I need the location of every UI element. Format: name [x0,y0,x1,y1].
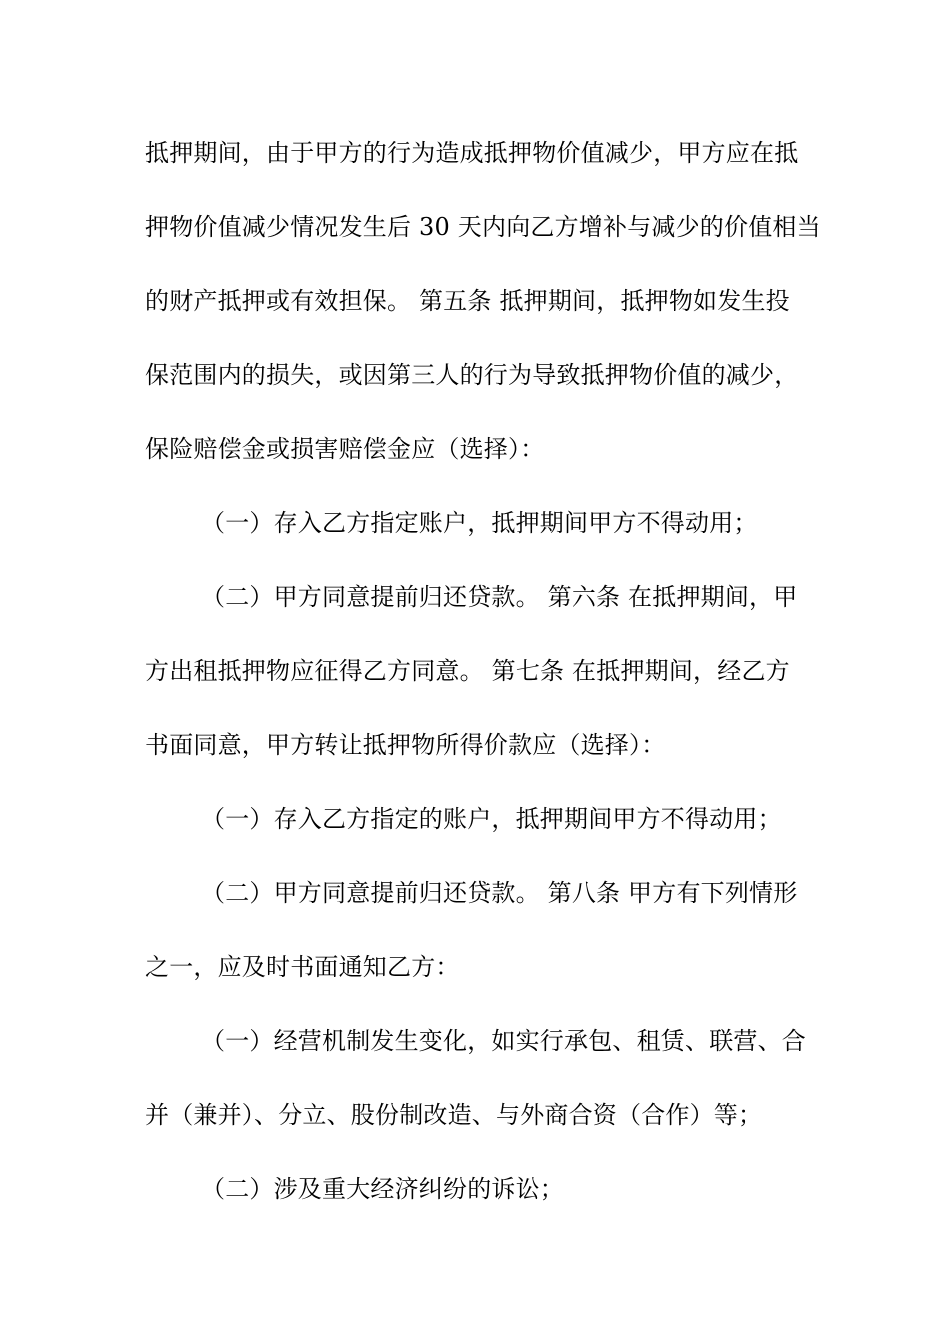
paragraph-line: 书面同意，甲方转让抵押物所得价款应（选择）： [145,731,666,759]
paragraph-line: 的财产抵押或有效担保。 第五条 抵押期间，抵押物如发生投 [145,287,790,315]
list-item-line: （二）甲方同意提前归还贷款。 第八条 甲方有下列情形 [201,879,798,907]
list-item-line: （二）涉及重大经济纠纷的诉讼； [201,1175,564,1203]
list-item-line: （一）存入乙方指定的账户，抵押期间甲方不得动用； [201,805,782,833]
paragraph-line: 并（兼并）、分立、股份制改造、与外商合资（合作）等； [145,1101,763,1129]
paragraph-line: 抵押期间，由于甲方的行为造成抵押物价值减少，甲方应在抵 [145,139,799,167]
paragraph-line: 方出租抵押物应征得乙方同意。 第七条 在抵押期间，经乙方 [145,657,790,685]
list-item-line: （一）经营机制发生变化，如实行承包、租赁、联营、合 [201,1027,806,1055]
paragraph-line: 押物价值减少情况发生后 30 天内向乙方增补与减少的价值相当 [145,213,821,241]
paragraph-line: 保范围内的损失，或因第三人的行为导致抵押物价值的减少， [145,361,799,389]
paragraph-line: 保险赔偿金或损害赔偿金应（选择）： [145,435,545,463]
list-item-line: （一）存入乙方指定账户，抵押期间甲方不得动用； [201,509,758,537]
list-item-line: （二）甲方同意提前归还贷款。 第六条 在抵押期间，甲 [201,583,798,611]
paragraph-line: 之一，应及时书面通知乙方： [145,953,460,981]
